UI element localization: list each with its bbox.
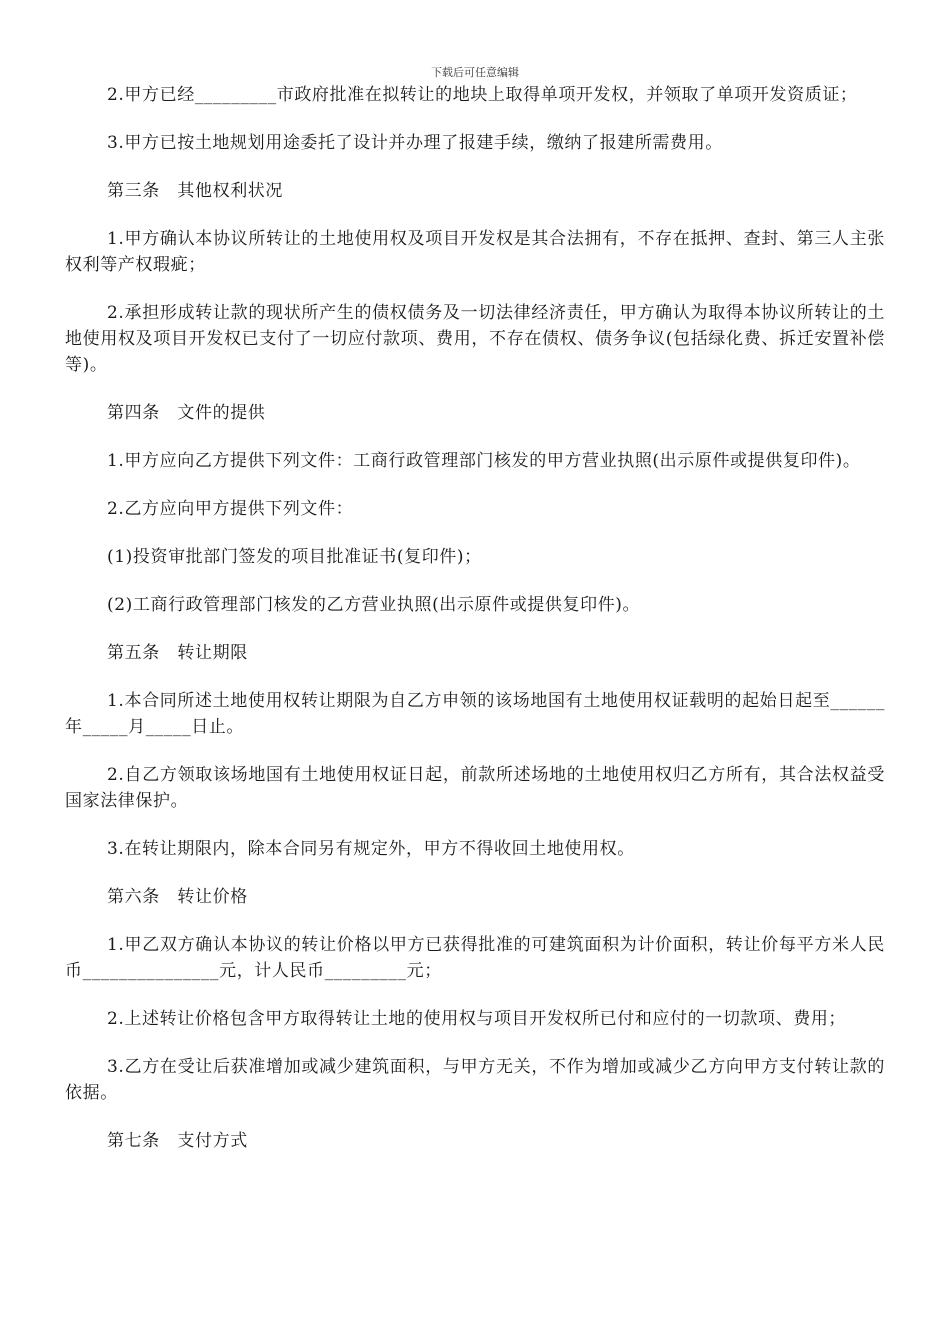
- article-heading: 第六条 转让价格: [107, 887, 248, 907]
- article-heading: 第七条 支付方式: [107, 1131, 248, 1151]
- clause-paragraph: 1.甲方应向乙方提供下列文件：工商行政管理部门核发的甲方营业执照(出示原件或提供复印件)。: [107, 451, 861, 471]
- clause-paragraph: 1.甲乙双方确认本协议的转让价格以甲方已获得批准的可建筑面积为计价面积，转让价每平方米人民币_______________元，计人民币_________元；: [65, 935, 885, 981]
- clause-paragraph: 1.甲方确认本协议所转让的土地使用权及项目开发权是其合法拥有，不存在抵押、查封、第三人主张权利等产权瑕疵；: [65, 229, 885, 275]
- clause-paragraph: 3.乙方在受让后获准增加或减少建筑面积，与甲方无关，不作为增加或减少乙方向甲方支付转让款的依据。: [65, 1057, 885, 1103]
- clause-paragraph: 2.甲方已经_________市政府批准在拟转让的地块上取得单项开发权，并领取了单项开发资质证；: [107, 85, 858, 105]
- article-heading: 第三条 其他权利状况: [107, 181, 283, 201]
- clause-paragraph: 1.本合同所述土地使用权转让期限为自乙方申领的该场地国有土地使用权证载明的起始日起至______年_____月_____日止。: [65, 691, 885, 737]
- clause-paragraph: (1)投资审批部门签发的项目批准证书(复印件)；: [107, 547, 482, 567]
- clause-paragraph: 2.乙方应向甲方提供下列文件：: [107, 499, 354, 519]
- article-heading: 第四条 文件的提供: [107, 403, 266, 423]
- article-heading: 第五条 转让期限: [107, 643, 248, 663]
- clause-paragraph: 2.自乙方领取该场地国有土地使用权证日起，前款所述场地的土地使用权归乙方所有，其合法权益受国家法律保护。: [65, 765, 885, 811]
- clause-paragraph: 2.承担形成转让款的现状所产生的债权债务及一切法律经济责任，甲方确认为取得本协议所转让的土地使用权及项目开发权已支付了一切应付款项、费用，不存在债权、债务争议(包括绿化费、拆迁安置补偿等)。: [65, 303, 885, 375]
- clause-paragraph: (2)工商行政管理部门核发的乙方营业执照(出示原件或提供复印件)。: [107, 595, 641, 615]
- header-note: 下载后可任意编辑: [431, 66, 519, 79]
- clause-paragraph: 2.上述转让价格包含甲方取得转让土地的使用权与项目开发权所已付和应付的一切款项、费用；: [107, 1009, 847, 1029]
- clause-paragraph: 3.甲方已按土地规划用途委托了设计并办理了报建手续，缴纳了报建所需费用。: [107, 133, 723, 153]
- clause-paragraph: 3.在转让期限内，除本合同另有规定外，甲方不得收回土地使用权。: [107, 839, 635, 859]
- document-body: [65, 82, 885, 1176]
